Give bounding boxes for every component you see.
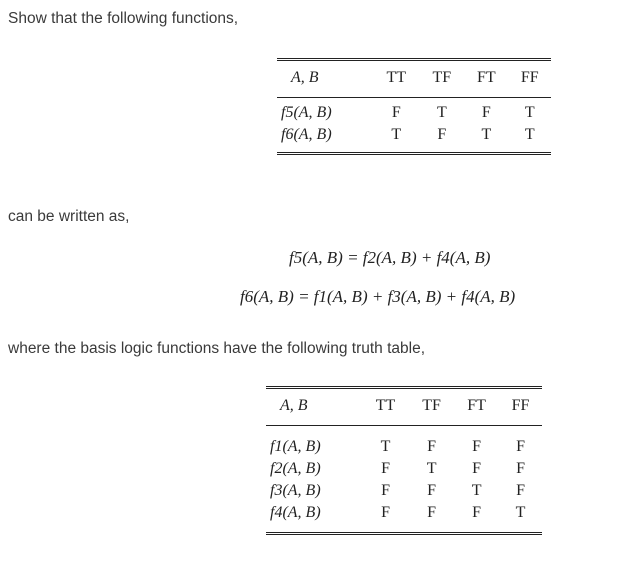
- table-cell: F: [427, 438, 437, 455]
- equation-f6: f6(A, B) = f1(A, B) + f3(A, B) + f4(A, B): [240, 287, 516, 306]
- table-row: [266, 502, 542, 524]
- row-label: f3(A, B): [270, 482, 321, 499]
- table-column-header: TF: [409, 395, 454, 426]
- table-cell: F: [516, 460, 525, 477]
- table-cell: F: [516, 438, 525, 455]
- table-cell: F: [472, 504, 482, 521]
- table-row: [277, 102, 551, 124]
- row-label: f5(A, B): [281, 104, 332, 121]
- table-header-label: A, B: [266, 395, 362, 426]
- table-cell: T: [524, 126, 535, 143]
- table-cell: F: [427, 504, 437, 521]
- table-cell: F: [381, 504, 390, 521]
- table-cell: T: [471, 482, 482, 499]
- table-cell: F: [381, 460, 390, 477]
- row-label: f4(A, B): [270, 504, 321, 521]
- table-row: [266, 458, 542, 480]
- table-cell: T: [391, 126, 402, 143]
- middle-text: can be written as,: [8, 208, 130, 225]
- equation-f5: f5(A, B) = f2(A, B) + f4(A, B): [289, 248, 491, 267]
- table-cell: F: [481, 104, 491, 121]
- truth-table-f5-f6: [277, 58, 551, 155]
- intro-text: Show that the following functions,: [8, 10, 239, 27]
- table-cell: F: [437, 126, 447, 143]
- table-header-label: A, B: [277, 67, 373, 98]
- row-label: f6(A, B): [281, 126, 332, 143]
- table-cell: F: [516, 482, 525, 499]
- table-cell: T: [436, 104, 447, 121]
- table-cell: T: [426, 460, 437, 477]
- table-column-header: TT: [362, 395, 409, 426]
- table-top-rule: [277, 60, 551, 68]
- table-cell: T: [481, 126, 492, 143]
- table-column-header: FF: [509, 67, 551, 98]
- basis-text: where the basis logic functions have the following truth table,: [8, 340, 426, 357]
- table-cell: T: [380, 438, 391, 455]
- table-column-header: FF: [499, 395, 542, 426]
- table-row: [266, 436, 542, 458]
- row-label: f2(A, B): [270, 460, 321, 477]
- table-bottom-rule: [266, 524, 542, 534]
- truth-table-basis: [266, 386, 542, 535]
- table-top-rule: [266, 388, 542, 396]
- table-cell: F: [381, 482, 390, 499]
- row-label: f1(A, B): [270, 438, 321, 455]
- table-cell: F: [391, 104, 401, 121]
- table-bottom-rule: [277, 146, 551, 154]
- table-column-header: FT: [454, 395, 499, 426]
- table-column-header: TF: [420, 67, 465, 98]
- table-header-row: [266, 395, 542, 426]
- table-row: [266, 480, 542, 502]
- table-cell: F: [427, 482, 437, 499]
- table-cell: T: [524, 104, 535, 121]
- table-cell: F: [472, 460, 482, 477]
- table-row: [277, 124, 551, 146]
- table-column-header: FT: [464, 67, 509, 98]
- table-cell: T: [515, 504, 526, 521]
- table-column-header: TT: [373, 67, 420, 98]
- table-header-row: [277, 67, 551, 98]
- table-cell: F: [472, 438, 482, 455]
